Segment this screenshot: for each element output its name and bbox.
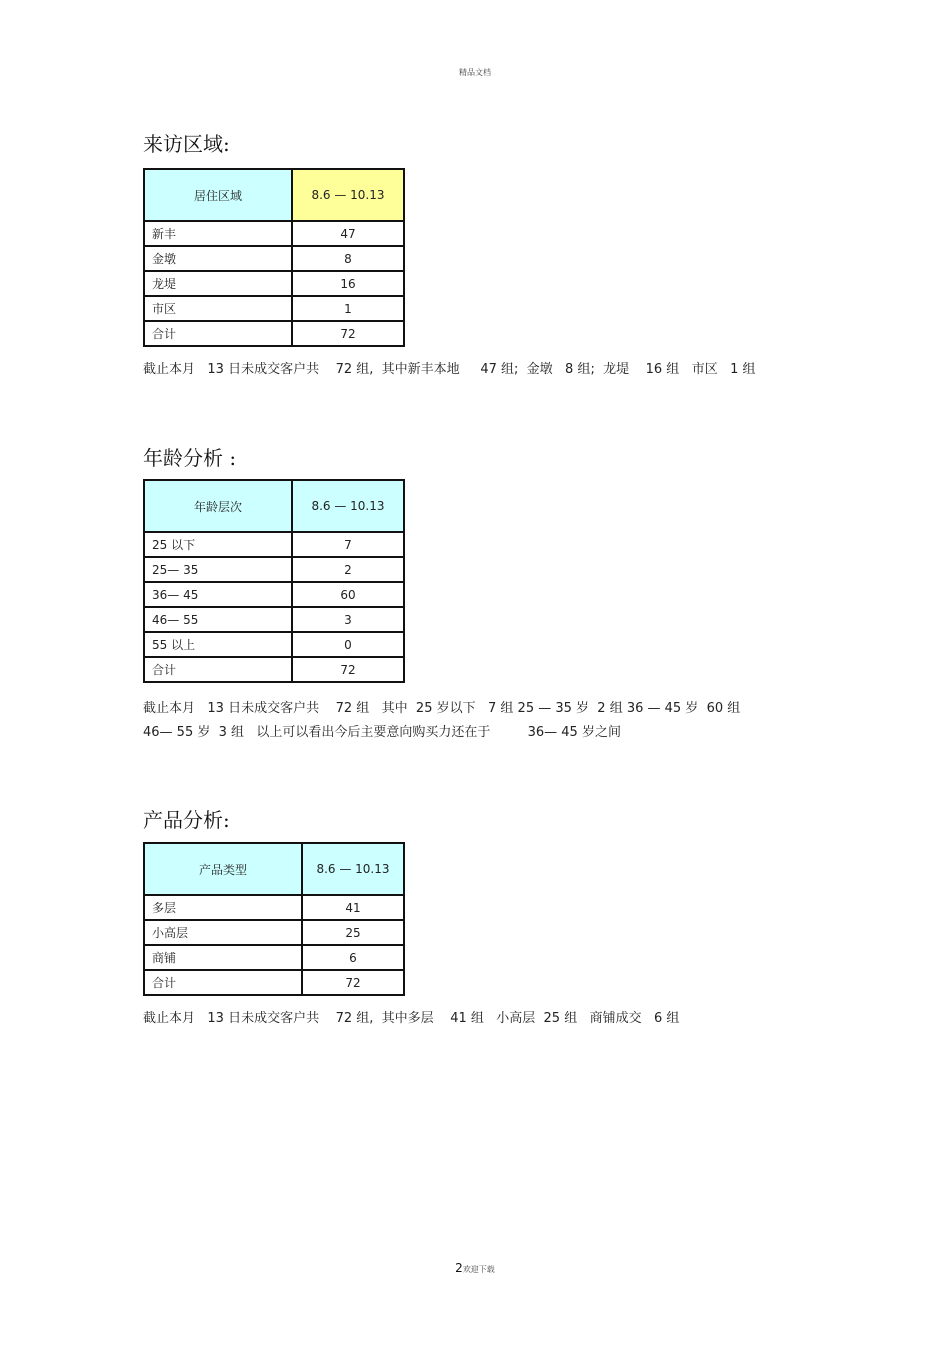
table-header-cell: 8.6 — 10.13 — [292, 480, 404, 532]
row-value: 7 — [292, 532, 404, 557]
row-label: 25— 35 — [144, 557, 292, 582]
row-label: 46— 55 — [144, 607, 292, 632]
table-header-cell: 产品类型 — [144, 843, 302, 895]
row-label: 龙堤 — [144, 271, 292, 296]
row-value: 8 — [292, 246, 404, 271]
table-row — [144, 582, 404, 607]
section-title-age-analysis: 年龄分析 : — [143, 446, 237, 470]
table-row — [144, 532, 404, 557]
row-value: 41 — [302, 895, 404, 920]
table-row — [144, 920, 404, 945]
table-row — [144, 632, 404, 657]
table-row — [144, 321, 404, 346]
row-label: 多层 — [144, 895, 302, 920]
row-value: 1 — [292, 296, 404, 321]
row-value: 3 — [292, 607, 404, 632]
row-value: 72 — [292, 657, 404, 682]
table-header-cell: 居住区域 — [144, 169, 292, 221]
row-label: 新丰 — [144, 221, 292, 246]
age-analysis-summary-line-1: 截止本月 13 日未成交客户共 72 组 其中 25 岁以下 7 组 25 — 35 岁 2 组 36 — 45 岁 60 组 — [143, 701, 741, 716]
table-row — [144, 970, 404, 995]
visit-area-summary: 截止本月 13 日未成交客户共 72 组, 其中新丰本地 47 组; 金墩 8 组; 龙堤 16 组 市区 1 组 — [143, 362, 756, 377]
table-row — [144, 945, 404, 970]
row-label: 市区 — [144, 296, 292, 321]
table-row — [144, 557, 404, 582]
row-value: 6 — [302, 945, 404, 970]
row-value: 2 — [292, 557, 404, 582]
row-value: 0 — [292, 632, 404, 657]
row-value: 72 — [292, 321, 404, 346]
row-label: 小高层 — [144, 920, 302, 945]
table-row — [144, 657, 404, 682]
row-label: 商铺 — [144, 945, 302, 970]
table-row — [144, 607, 404, 632]
row-value: 16 — [292, 271, 404, 296]
row-label: 36— 45 — [144, 582, 292, 607]
footer-text: 欢迎下载 — [462, 1265, 495, 1274]
table-row — [144, 271, 404, 296]
table-row — [144, 221, 404, 246]
table-header-cell: 8.6 — 10.13 — [302, 843, 404, 895]
table-header-cell: 8.6 — 10.13 — [292, 169, 404, 221]
section-title-visit-area: 来访区域: — [143, 132, 230, 156]
row-label: 合计 — [144, 657, 292, 682]
page-footer — [0, 1261, 950, 1275]
age-analysis-summary-line-2: 46— 55 岁 3 组 以上可以看出今后主要意向购买力还在于 36— 45 岁之间 — [143, 725, 621, 740]
row-label: 合计 — [144, 321, 292, 346]
product-analysis-summary: 截止本月 13 日未成交客户共 72 组, 其中多层 41 组 小高层 25 组 商铺成交 6 组 — [143, 1011, 680, 1026]
row-label: 55 以上 — [144, 632, 292, 657]
row-value: 60 — [292, 582, 404, 607]
table-header-cell: 年龄层次 — [144, 480, 292, 532]
page-header-note: 精品文档 — [459, 68, 491, 77]
row-label: 25 以下 — [144, 532, 292, 557]
row-label: 合计 — [144, 970, 302, 995]
table-row — [144, 296, 404, 321]
row-value: 72 — [302, 970, 404, 995]
table-row — [144, 246, 404, 271]
page-number: 2 — [455, 1261, 463, 1275]
row-value: 47 — [292, 221, 404, 246]
age-analysis-table — [143, 479, 405, 683]
product-analysis-table — [143, 842, 405, 996]
row-value: 25 — [302, 920, 404, 945]
section-title-product-analysis: 产品分析: — [143, 808, 230, 832]
visit-area-table — [143, 168, 405, 347]
table-row — [144, 895, 404, 920]
row-label: 金墩 — [144, 246, 292, 271]
